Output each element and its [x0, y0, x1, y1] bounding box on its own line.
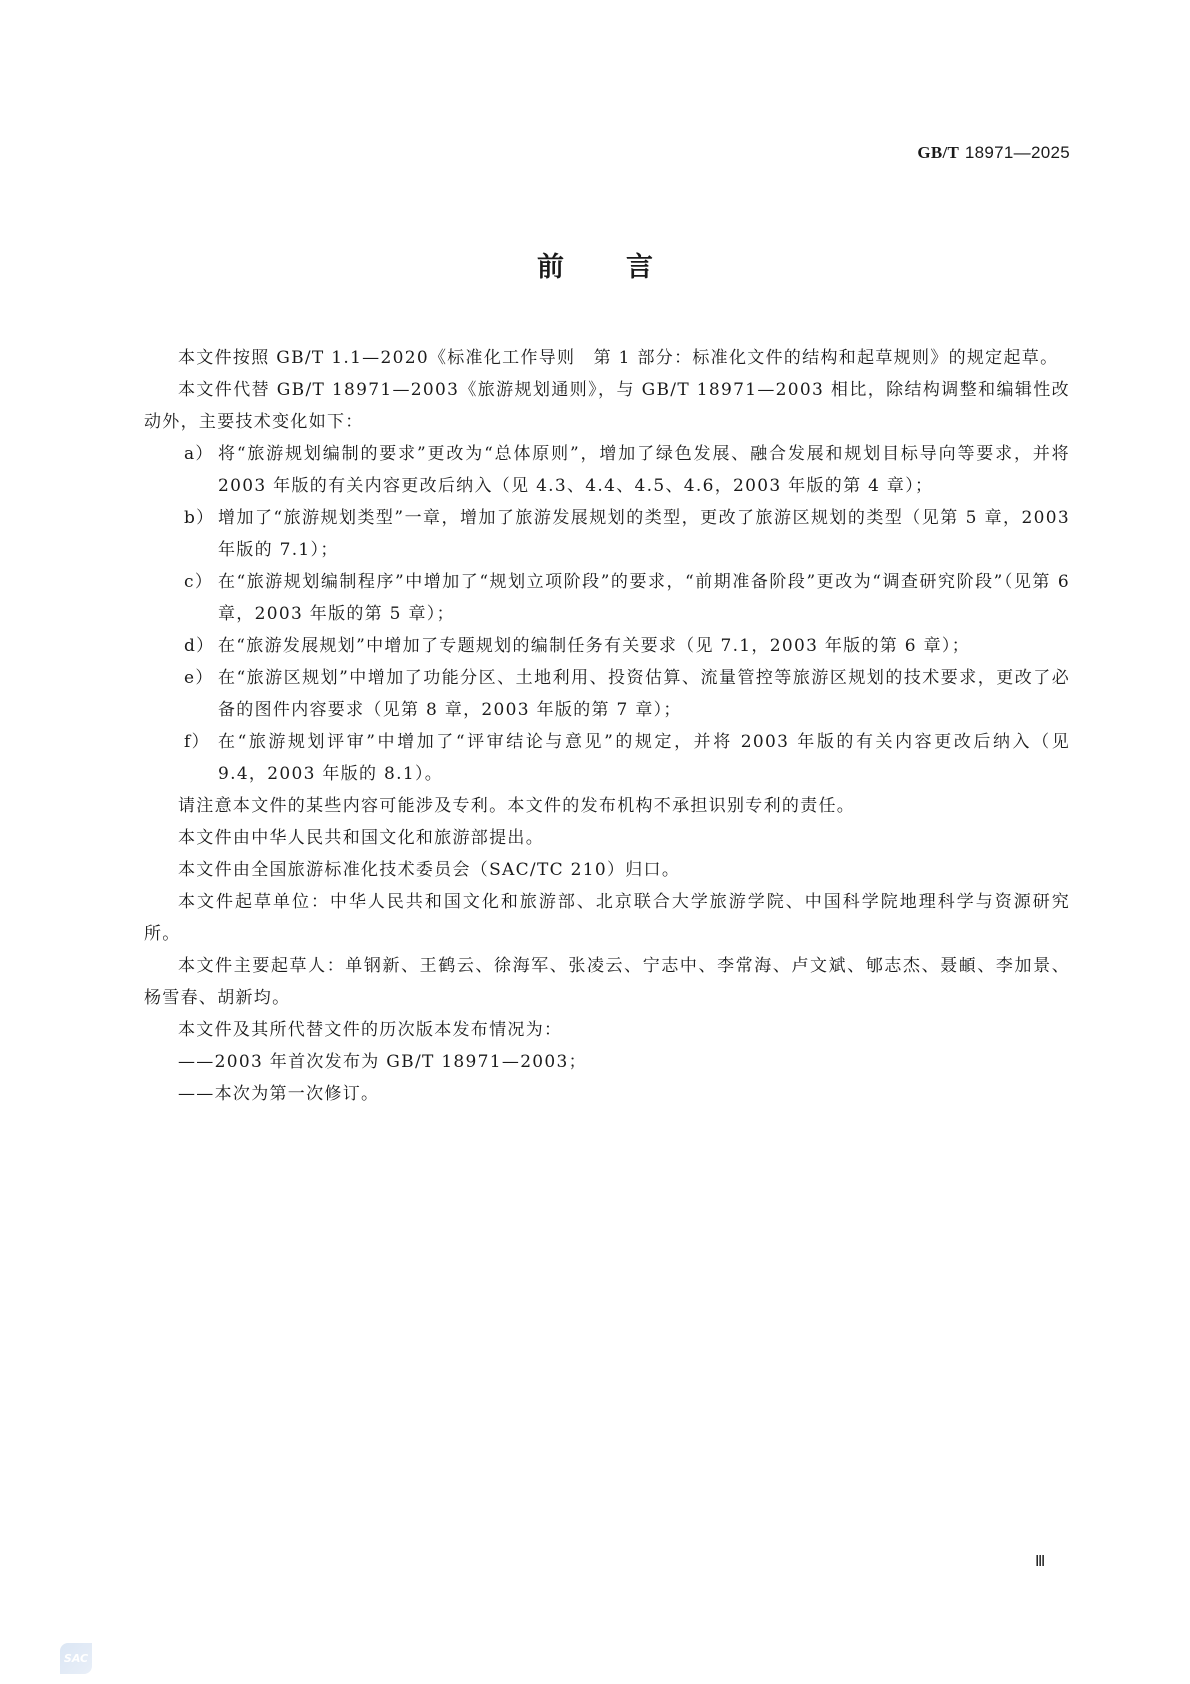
paragraph-drafting-units: 本文件起草单位：中华人民共和国文化和旅游部、北京联合大学旅游学院、中国科学院地理科学与资源研究所。: [144, 892, 1070, 944]
list-label: d）: [184, 636, 215, 656]
change-item-a: [144, 438, 1070, 502]
paragraph-proposer: 本文件由中华人民共和国文化和旅游部提出。: [178, 828, 544, 848]
list-text: 在“旅游区规划”中增加了功能分区、土地利用、投资估算、流量管控等旅游区规划的技术要求，更改了必备的图件内容要求（见第 8 章，2003 年版的第 7 章）；: [218, 668, 1070, 720]
change-item-e: [144, 662, 1070, 726]
list-text: 增加了“旅游规划类型”一章，增加了旅游发展规划的类型，更改了旅游区规划的类型（见第 5 章，2003 年版的 7.1）；: [218, 508, 1070, 560]
standard-number: [917, 143, 1070, 163]
change-item-f: [144, 726, 1070, 790]
list-label: e）: [184, 668, 214, 688]
sac-logo-icon: [60, 1643, 92, 1674]
list-label: b）: [184, 508, 215, 528]
list-label: c）: [184, 572, 214, 592]
change-item-d: [144, 630, 1070, 662]
paragraph-committee: 本文件由全国旅游标准化技术委员会（SAC/TC 210）归口。: [178, 860, 681, 880]
standard-prefix: GB/T: [917, 143, 960, 162]
change-item-c: [144, 566, 1070, 630]
page-number: Ⅲ: [1035, 1554, 1046, 1570]
list-text: 在“旅游规划编制程序”中增加了“规划立项阶段”的要求，“前期准备阶段”更改为“调查研究阶段”（见第 6 章，2003 年版的第 5 章）；: [218, 572, 1070, 624]
paragraph-replacement: 本文件代替 GB/T 18971—2003《旅游规划通则》，与 GB/T 18971—2003 相比，除结构调整和编辑性改动外，主要技术变化如下：: [144, 380, 1070, 432]
paragraph-drafting-rules: 本文件按照 GB/T 1.1—2020《标准化工作导则 第 1 部分：标准化文件的结构和起草规则》的规定起草。: [178, 348, 1059, 368]
foreword-body: [144, 342, 1070, 1110]
list-label: a）: [184, 444, 214, 464]
logo-text: SAC: [63, 1652, 89, 1665]
history-item-2: ——本次为第一次修订。: [178, 1084, 380, 1104]
paragraph-history-intro: 本文件及其所代替文件的历次版本发布情况为：: [178, 1020, 563, 1040]
page-title: 前言: [537, 252, 715, 283]
list-text: 在“旅游发展规划”中增加了专题规划的编制任务有关要求（见 7.1，2003 年版的第 6 章）；: [218, 636, 971, 656]
list-label: f）: [184, 732, 210, 752]
paragraph-patent-notice: 请注意本文件的某些内容可能涉及专利。本文件的发布机构不承担识别专利的责任。: [178, 796, 856, 816]
change-item-b: [144, 502, 1070, 566]
paragraph-drafters: 本文件主要起草人：单钢新、王鹤云、徐海军、张凌云、宁志中、李常海、卢文斌、郇志杰、聂頔、李加景、杨雪春、胡新均。: [144, 956, 1070, 1008]
standard-code: 18971—2025: [964, 143, 1070, 162]
list-text: 将“旅游规划编制的要求”更改为“总体原则”，增加了绿色发展、融合发展和规划目标导向等要求，并将 2003 年版的有关内容更改后纳入（见 4.3、4.4、4.5、4.6，2003 年版的第 4 章）；: [218, 444, 1070, 496]
history-item-1: ——2003 年首次发布为 GB/T 18971—2003；: [178, 1052, 587, 1072]
list-text: 在“旅游规划评审”中增加了“评审结论与意见”的规定，并将 2003 年版的有关内容更改后纳入（见 9.4，2003 年版的 8.1）。: [218, 732, 1070, 784]
